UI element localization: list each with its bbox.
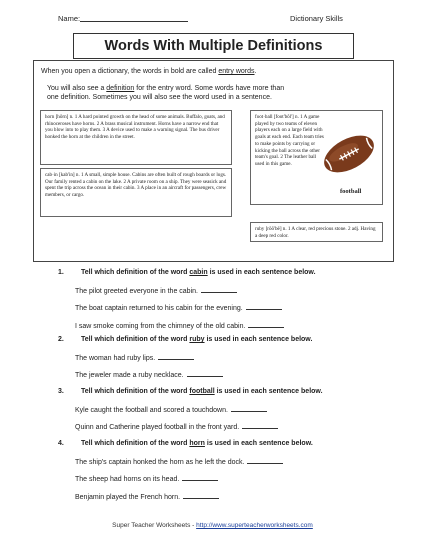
footer: Super Teacher Worksheets - http://www.superteacherworksheets.com [112,522,313,529]
question-keyword: ruby [189,336,205,343]
dict-entry-ruby: ruby [rōō'bē] n. 1 A clear, red precious stone. 2 adj. Having a deep red color. [250,222,383,242]
answer-blank[interactable] [248,321,284,328]
sentence-text: I saw smoke coming from the chimney of the old cabin. [75,323,246,330]
question-number: 4. [58,440,64,447]
question-prompt: Tell which definition of the word football is used in each sentence below. [81,388,323,395]
question-number: 1. [58,269,64,276]
answer-blank[interactable] [242,422,278,429]
question-prompt: Tell which definition of the word ruby is used in each sentence below. [81,336,313,343]
sentence-item [75,286,237,295]
name-label: Name: [58,14,81,23]
dict-entry-horn: horn [hôrn] n. 1 A hard pointed growth on the head of some animals. Buffalo, goats, and rhinoceroses have horns. 2 A brass musical instrument. Horns have a narrow end that you blow into to play them. 3 A device used to make a warning signal. The bus driver honked the horn at the children in the street. [40,110,232,165]
question-2 [58,336,388,346]
sentence-item [75,303,282,312]
sentence-item [75,321,284,330]
answer-blank[interactable] [201,286,237,293]
sentence-item [75,474,218,483]
footer-link[interactable]: http://www.superteacherworksheets.com [196,522,313,529]
sentence-text: The jeweler made a ruby necklace. [75,372,184,379]
question-4 [58,440,388,450]
question-1 [58,269,388,279]
answer-blank[interactable] [187,370,223,377]
sentence-item [75,353,194,362]
question-3 [58,388,388,398]
sentence-text: The woman had ruby lips. [75,355,156,362]
answer-blank[interactable] [183,492,219,499]
sentence-text: The ship's captain honked the horn as he left the dock. [75,459,245,466]
sentence-text: Quinn and Catherine played football in the front yard. [75,424,240,431]
sentence-item [75,405,267,414]
sentence-text: Benjamin played the French horn. [75,494,181,501]
sentence-text: The sheep had horns on its head. [75,476,180,483]
intro-line-3: one definition. Sometimes you will also see the word used in a sentence. [47,94,272,101]
answer-blank[interactable] [247,457,283,464]
footer-brand: Super Teacher Worksheets [112,522,191,529]
answer-blank[interactable] [158,353,194,360]
page-title [73,33,354,59]
subject-label: Dictionary Skills [290,14,343,23]
question-keyword: football [189,388,215,395]
intro-line-2: You will also see a definition for the entry word. Some words have more than [47,85,285,92]
question-number: 3. [58,388,64,395]
sentence-item [75,457,283,466]
term-definition: definition [106,85,135,92]
question-prompt: Tell which definition of the word cabin is used in each sentence below. [81,269,316,276]
dict-entry-cabin: cab·in [kab'in] n. 1 A small, simple house. Cabins are often built of rough boards or logs. Our family rented a cabin on the lake. 2 A private room on a ship. They were seasick and spent the trip across the ocean in their cabin. 3 A place in an aircraft for passengers, crew members, or cargo. [40,168,232,217]
intro-line-1: When you open a dictionary, the words in bold are called entry words. [41,68,257,75]
answer-blank[interactable] [182,474,218,481]
answer-blank[interactable] [246,303,282,310]
question-number: 2. [58,336,64,343]
term-entry-words: entry words [218,68,255,75]
sentence-item [75,422,278,431]
dict-football-text: foot·ball [foot'bôl'] n. 1 A game played by two teams of eleven players each on a large field with goals at each end. Each team tries to make points by carrying or kicking the ball across the other team's goal. 2 The leather ball used in this game. [255,114,324,167]
page-title-text: Words With Multiple Definitions [104,38,323,54]
sentence-text: Kyle caught the football and scored a touchdown. [75,407,228,414]
question-keyword: cabin [189,269,208,276]
sentence-item [75,370,223,379]
name-line[interactable] [80,21,188,22]
question-keyword: horn [189,440,205,447]
sentence-text: The pilot greeted everyone in the cabin. [75,288,198,295]
sentence-item [75,492,219,501]
football-caption: football [340,188,362,195]
answer-blank[interactable] [231,405,267,412]
question-prompt: Tell which definition of the word horn is used in each sentence below. [81,440,313,447]
football-icon [318,128,380,185]
sentence-text: The boat captain returned to his cabin for the evening. [75,305,243,312]
